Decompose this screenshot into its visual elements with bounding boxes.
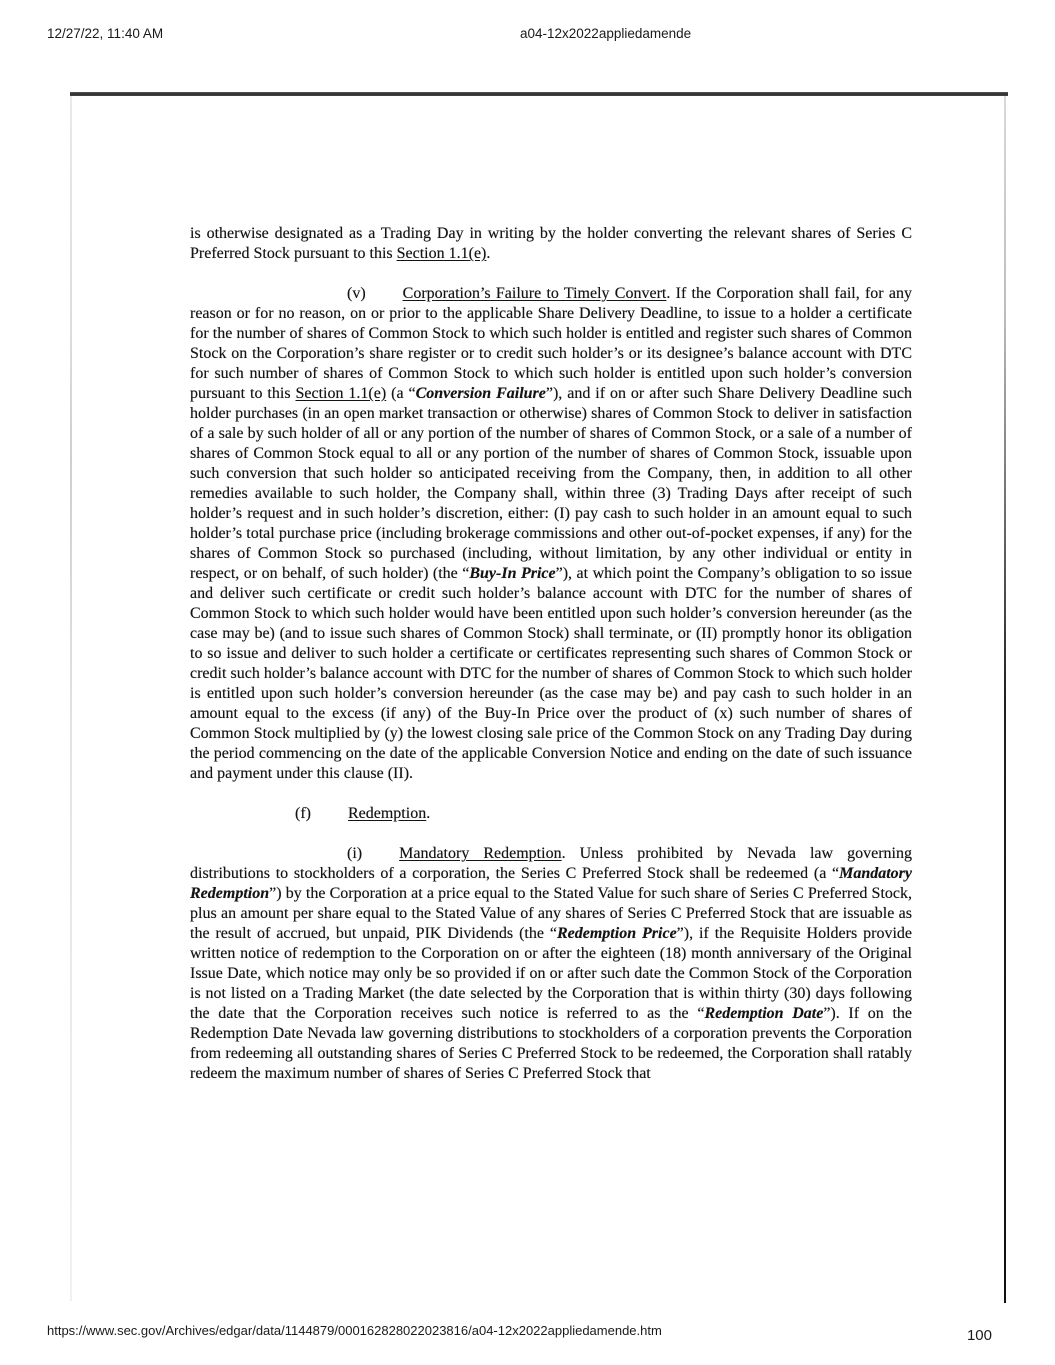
defined-term: Redemption Price: [556, 925, 677, 942]
body-text: . If the Corporation shall fail, for any reason or for no reason, on or prior to the applicable Share Delivery Deadline, to issue to a holder a certificate for the number of shares of Common Stock to which such holder is entitled and register such shares of Common Stock on the Corporation’s share register or to credit such holder’s or its designee’s balance account with DTC for such number of shares of Common Stock to which such holder is entitled upon such holder’s conversion pursuant to this: [190, 285, 912, 402]
defined-term: Conversion Failure: [415, 385, 546, 402]
body-text: (v): [347, 285, 366, 302]
document-body: [190, 224, 912, 1104]
body-text: ”), and if on or after such Share Delivery Deadline such holder purchases (in an open market transaction or otherwise) shares of Common Stock to deliver in satisfaction of a sale by such holder of all or any portion of the number of shares of Common Stock, or a sale of a number of shares of Common Stock equal to all or any portion of the number of shares of Common Stock, issuable upon such conversion that such holder so anticipated receiving from the Company, then, in addition to all other remedies available to such holder, the Company shall, within three (3) Trading Days after receipt of such holder’s request and in such holder’s discretion, either: (I) pay cash to such holder in an amount equal to such holder’s total purchase price (including brokerage commissions and other out-of-pocket expenses, if any) for the shares of Common Stock so purchased (including, without limitation, by any other individual or entity in respect, or on behalf, of such holder) (the “: [190, 385, 912, 582]
body-text: (f): [295, 805, 311, 822]
body-text: ”). If on the Redemption Date Nevada law governing distributions to stockholders of a corporation prevents the Corporation from redeeming all outstanding shares of Series C Preferred Stock to be redeemed, the Corporation shall ratably redeem the maximum number of shares of Series C Preferred Stock that: [190, 1005, 912, 1082]
underlined-term: Corporation’s Failure to Timely Convert: [402, 285, 667, 302]
scan-page-left-edge: [70, 96, 72, 1301]
body-text: .: [426, 805, 431, 822]
body-text: is otherwise designated as a Trading Day in writing by the holder converting the relevant shares of Series C Preferred Stock pursuant to this: [190, 225, 912, 262]
paragraph-continuation: [190, 224, 912, 264]
body-text: .: [486, 245, 491, 262]
body-text: ”) by the Corporation at a price equal to the Stated Value for such share of Series C Preferred Stock, plus an amount per share equal to the Stated Value of any shares of Series C Preferred Stock that are issuable as the result of accrued, but unpaid, PIK Dividends (the “: [190, 885, 912, 942]
print-header-doc-id: a04-12x2022appliedamende: [520, 26, 692, 41]
underlined-term: Redemption: [347, 805, 427, 822]
defined-term: Mandatory Redemption: [190, 865, 912, 902]
scan-page-right-edge: [1004, 96, 1006, 1303]
underlined-term: Section 1.1(e): [396, 245, 487, 262]
body-text: ”), if the Requisite Holders provide written notice of redemption to the Corporation on or after the eighteen (18) month anniversary of the Original Issue Date, which notice may only be so provided if on or after such date the Common Stock of the Corporation is not listed on a Trading Market (the date selected by the Corporation that is within thirty (30) days following the date that the Corporation receives such notice is referred to as the “: [190, 925, 912, 1022]
underlined-term: Mandatory Redemption: [399, 845, 562, 862]
scan-page-top-edge: [70, 92, 1008, 96]
body-text: . Unless prohibited by Nevada law governing distributions to stockholders of a corporation, the Series C Preferred Stock shall be redeemed (a “: [190, 845, 913, 882]
body-text: ”), at which point the Company’s obligation to so issue and deliver such certificate or credit such holder’s balance account with DTC for the number of shares of Common Stock to which such holder would have been entitled upon such holder’s conversion hereunder (as the case may be) (and to issue such shares of Common Stock) shall terminate, or (II) promptly honor its obligation to so issue and deliver to such holder a certificate or certificates representing such shares of Common Stock or credit such holder’s balance account with DTC for the number of shares of Common Stock to which such holder is entitled upon such holder’s conversion hereunder (as the case may be) and pay cash to such holder in an amount equal to the excess (if any) of the Buy-In Price over the product of (x) such number of shares of Common Stock multiplied by (y) the lowest closing sale price of the Common Stock on any Trading Day during the period commencing on the date of the applicable Conversion Notice and ending on the date of such issuance and payment under this clause (II).: [190, 565, 912, 782]
body-text: (a “: [386, 385, 416, 402]
print-header-datetime: 12/27/22, 11:40 AM: [47, 26, 164, 41]
heading-f-redemption: [190, 804, 912, 824]
underlined-term: Section 1.1(e): [295, 385, 387, 402]
defined-term: Buy-In Price: [469, 565, 556, 582]
paragraph-clause-v-failure-to-timely-convert: [190, 284, 912, 784]
print-footer-page-number: 100: [966, 1327, 992, 1344]
paragraph-clause-i-mandatory-redemption: [190, 844, 912, 1084]
print-footer-url: https://www.sec.gov/Archives/edgar/data/1144879/000162828022023816/a04-12x2022appliedamende.htm: [47, 1323, 662, 1338]
body-text: (i): [347, 845, 363, 862]
defined-term: Redemption Date: [704, 1005, 824, 1022]
